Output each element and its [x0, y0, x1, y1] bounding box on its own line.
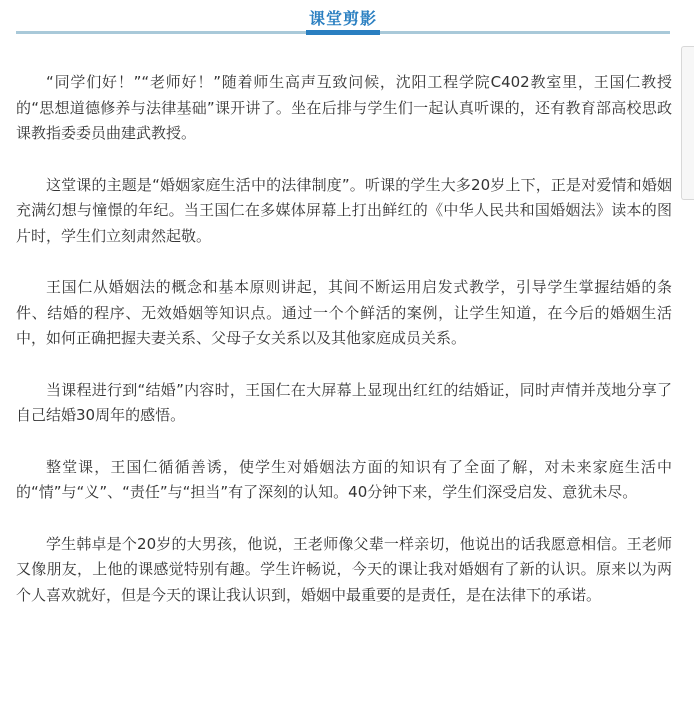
section-title: 课堂剪影 — [308, 9, 377, 28]
paragraph-student-feedback: 学生韩卓是个20岁的大男孩，他说，王老师像父辈一样亲切，他说出的话我愿意相信。王老师又像朋友，上他的课感觉特别有趣。学生许畅说，今天的课让我对婚姻有了新的认识。原来以为两个人喜欢就好，但是今天的课让我认识到，婚姻中最重要的是责任，是在法律下的承诺。 — [16, 534, 672, 604]
paragraph-summary: 整堂课，王国仁循循善诱，使学生对婚姻法方面的知识有了全面了解，对未来家庭生活中的“情”与“义”、“责任”与“担当”有了深刻的认知。40分钟下来，学生们深受启发、意犹未尽。 — [16, 457, 672, 501]
paragraph-teaching: 王国仁从婚姻法的概念和基本原则讲起，其间不断运用启发式教学，引导学生掌握结婚的条件、结婚的程序、无效婚姻等知识点。通过一个个鲜活的案例，让学生知道，在今后的婚姻生活中，如何正确把握夫妻关系、父母子女关系以及其他家庭成员关系。 — [16, 278, 672, 347]
header-accent-bar — [306, 30, 380, 35]
section-header — [16, 0, 670, 36]
paragraph-topic: 这堂课的主题是“婚姻家庭生活中的法律制度”。听课的学生大多20岁上下，正是对爱情和婚姻充满幻想与憧憬的年纪。当王国仁在多媒体屏幕上打出鲜红的《中华人民共和国婚姻法》读本的图片时，学生们立刻肃然起敬。 — [16, 175, 672, 245]
side-scroll-tab[interactable] — [681, 46, 694, 200]
article-body — [16, 70, 672, 634]
paragraph-greeting: “同学们好！”“老师好！”随着师生高声互致问候，沈阳工程学院C402教室里，王国仁教授的“思想道德修养与法律基础”课开讲了。坐在后排与学生们一起认真听课的，还有教育部高校思政课教指委委员曲建武教授。 — [16, 73, 672, 142]
paragraph-marriage-certificate: 当课程进行到“结婚”内容时，王国仁在大屏幕上显现出红红的结婚证，同时声情并茂地分享了自己结婚30周年的感悟。 — [16, 380, 672, 424]
